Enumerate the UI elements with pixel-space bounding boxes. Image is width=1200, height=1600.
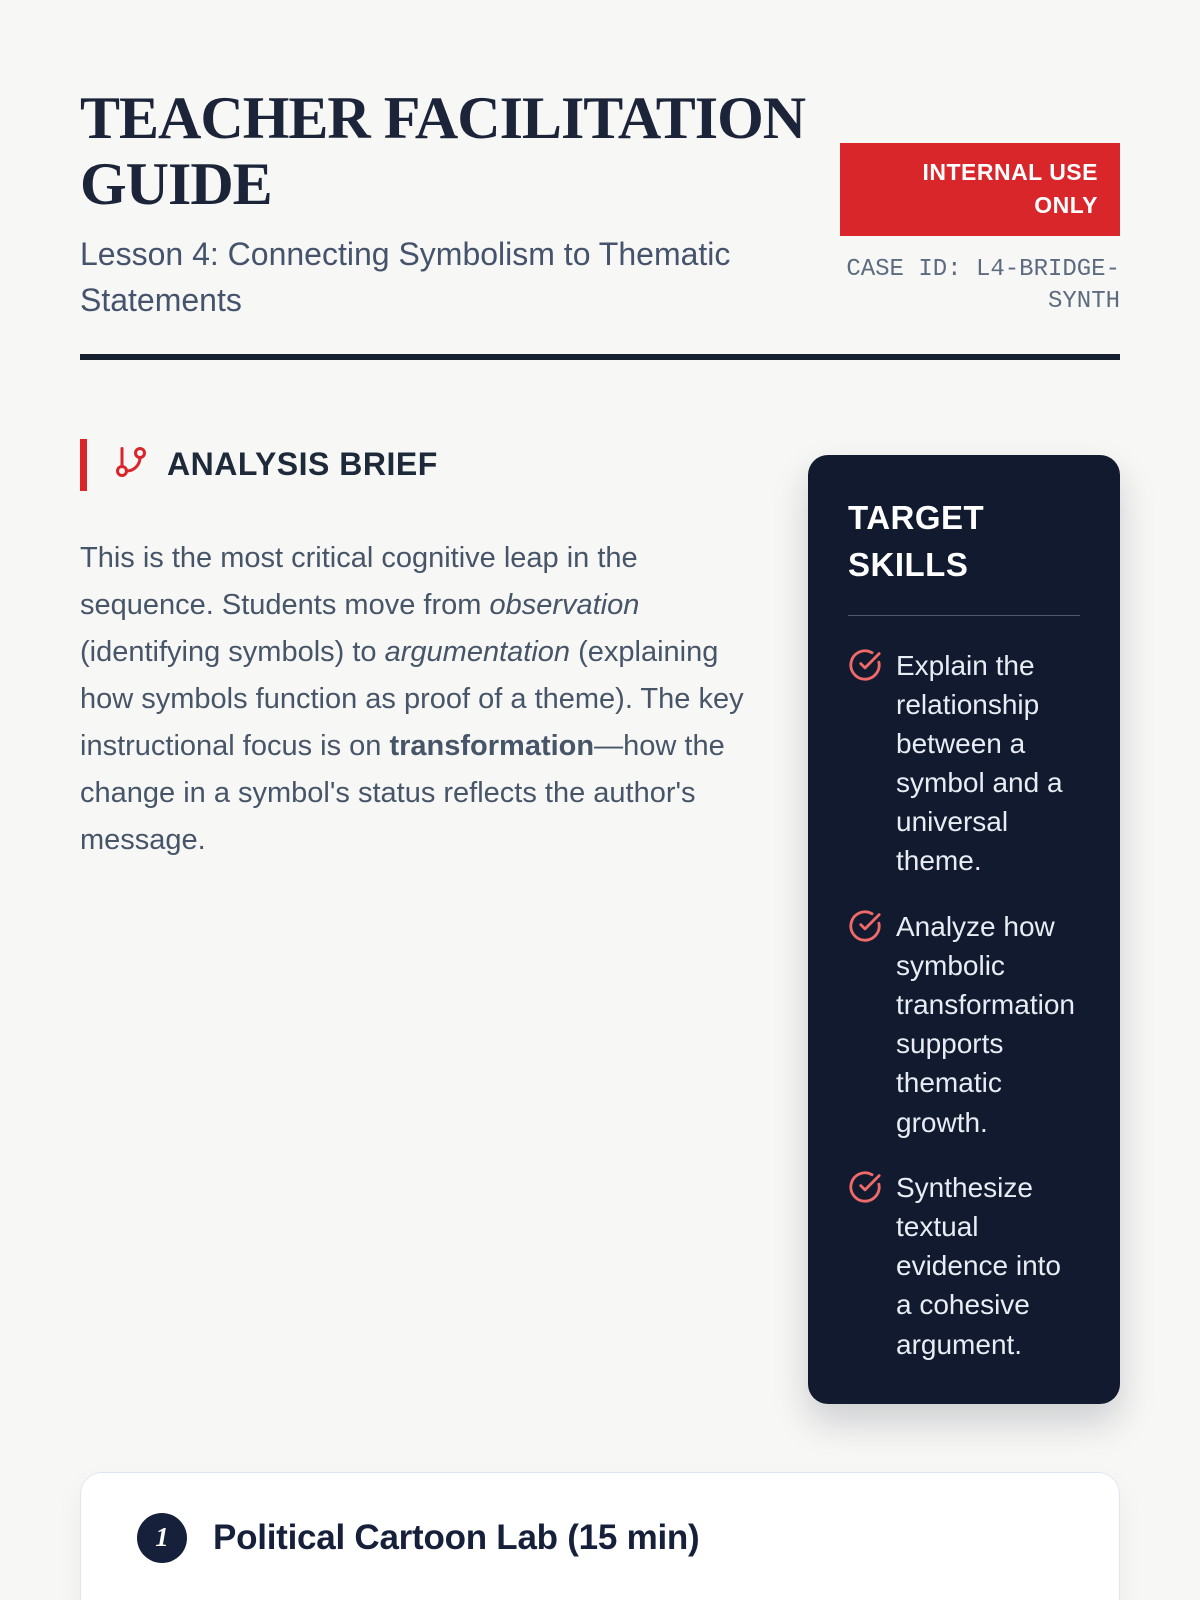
header-divider-rule	[80, 354, 1120, 360]
activity-number-badge: 1	[137, 1513, 187, 1563]
page-title: TEACHER FACILITATION GUIDE	[80, 85, 806, 217]
case-id-label: CASE ID: L4-BRIDGE-SYNTH	[846, 255, 1120, 316]
analysis-brief-title: ANALYSIS BRIEF	[167, 446, 438, 483]
check-circle-icon	[848, 1168, 882, 1364]
analysis-brief-section	[80, 439, 770, 864]
activity-heading-row	[137, 1513, 1063, 1563]
check-circle-icon	[848, 907, 882, 1142]
activity-title: Political Cartoon Lab (15 min)	[213, 1517, 700, 1557]
page-subtitle: Lesson 4: Connecting Symbolism to Thematic Statements	[80, 236, 731, 319]
header-title-block	[80, 85, 840, 324]
target-skills-list	[848, 646, 1080, 1364]
skill-item	[848, 907, 1080, 1142]
skill-item-text: Synthesize textual evidence into a cohesive argument.	[896, 1171, 1062, 1360]
skill-item-text: Analyze how symbolic transformation supports thematic growth.	[896, 910, 1075, 1138]
document-header	[80, 85, 1120, 324]
target-skills-title: TARGET SKILLS	[848, 498, 985, 583]
skill-item-text: Explain the relationship between a symbol and a universal theme.	[896, 649, 1063, 877]
header-meta-block	[840, 143, 1120, 324]
target-skills-card	[808, 455, 1120, 1404]
check-circle-icon	[848, 646, 882, 881]
internal-use-badge: INTERNAL USE ONLY	[840, 143, 1120, 236]
main-content	[80, 439, 1120, 1404]
skill-item	[848, 1168, 1080, 1364]
analysis-brief-paragraph: This is the most critical cognitive leap in the sequence. Students move from observation (identifying symbols) to argumentation (explaining how symbols function as proof of a theme). The key instructional focus is on transformation—how the change in a symbol's status reflects the author's message.	[80, 541, 744, 856]
target-skills-divider	[848, 615, 1080, 616]
git-branch-icon	[113, 444, 149, 485]
activity-card	[80, 1472, 1120, 1600]
analysis-brief-heading-row	[80, 439, 770, 491]
skill-item	[848, 646, 1080, 881]
